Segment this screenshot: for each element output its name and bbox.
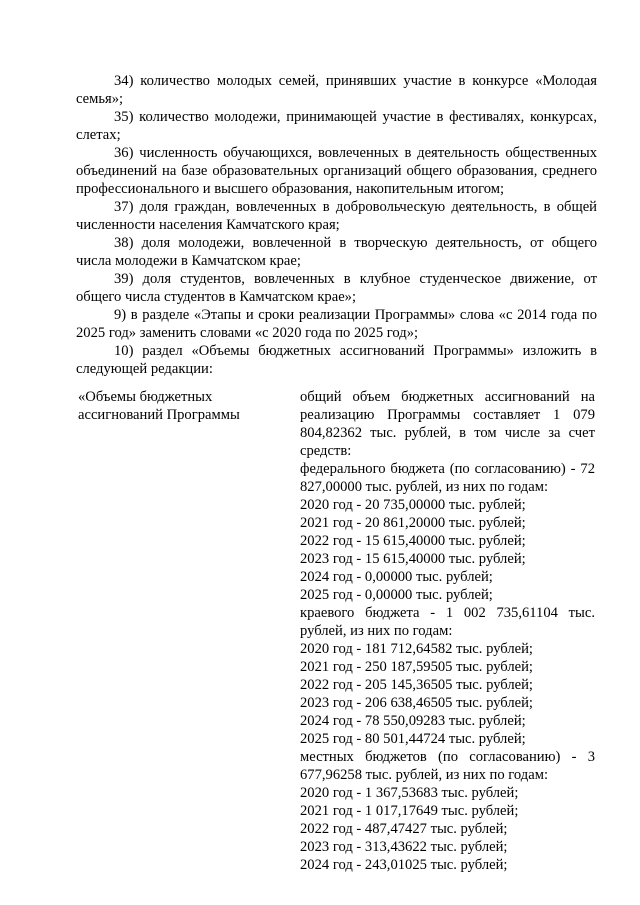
regional-budget-heading: краевого бюджета - 1 002 735,61104 тыс. рублей, из них по годам: <box>300 605 595 639</box>
local-year-line: 2020 год - 1 367,53683 тыс. рублей; <box>300 785 519 801</box>
local-year-line: 2023 год - 313,43622 тыс. рублей; <box>300 839 508 855</box>
table-value-cell <box>300 388 595 874</box>
regional-year-line: 2025 год - 80 501,44724 тыс. рублей; <box>300 731 526 747</box>
federal-year-line: 2025 год - 0,00000 тыс. рублей; <box>300 587 493 603</box>
table-label-cell: «Объемы бюджетных ассигнований Программы <box>78 389 240 423</box>
local-year-line: 2022 год - 487,47427 тыс. рублей; <box>300 821 508 837</box>
federal-year-line: 2020 год - 20 735,00000 тыс. рублей; <box>300 497 526 513</box>
regional-year-line: 2024 год - 78 550,09283 тыс. рублей; <box>300 713 526 729</box>
regional-year-line: 2021 год - 250 187,59505 тыс. рублей; <box>300 659 533 675</box>
federal-year-line: 2024 год - 0,00000 тыс. рублей; <box>300 569 493 585</box>
amendment-item-9: 9) в разделе «Этапы и сроки реализации Программы» слова «с 2014 года по 2025 год» заменить словами «с 2020 года по 2025 год»; <box>76 307 597 341</box>
local-year-line: 2024 год - 243,01025 тыс. рублей; <box>300 857 508 873</box>
regional-year-line: 2023 год - 206 638,46505 тыс. рублей; <box>300 695 533 711</box>
amendment-item-10: 10) раздел «Объемы бюджетных ассигнований Программы» изложить в следующей редакции: <box>76 343 597 377</box>
list-item-35: 35) количество молодежи, принимающей участие в фестивалях, конкурсах, слетах; <box>76 109 597 143</box>
document-page <box>76 72 597 873</box>
budget-intro: общий объем бюджетных ассигнований на реализацию Программы составляет 1 079 804,82362 тыс. рублей, в том числе за счет средств: <box>300 389 595 459</box>
regional-year-line: 2022 год - 205 145,36505 тыс. рублей; <box>300 677 533 693</box>
local-budget-heading: местных бюджетов (по согласованию) - 3 677,96258 тыс. рублей, из них по годам: <box>300 749 595 783</box>
regional-year-line: 2020 год - 181 712,64582 тыс. рублей; <box>300 641 533 657</box>
local-year-line: 2021 год - 1 017,17649 тыс. рублей; <box>300 803 519 819</box>
list-item-34: 34) количество молодых семей, принявших участие в конкурсе «Молодая семья»; <box>76 73 597 107</box>
federal-year-line: 2022 год - 15 615,40000 тыс. рублей; <box>300 533 526 549</box>
list-item-38: 38) доля молодежи, вовлеченной в творческую деятельность, от общего числа молодежи в Камчатском крае; <box>76 235 597 269</box>
list-item-37: 37) доля граждан, вовлеченных в добровольческую деятельность, в общей численности населения Камчатского края; <box>76 199 597 233</box>
list-item-39: 39) доля студентов, вовлеченных в клубное студенческое движение, от общего числа студентов в Камчатском крае»; <box>76 271 597 305</box>
budget-table <box>76 388 597 873</box>
federal-budget-heading: федерального бюджета (по согласованию) - 72 827,00000 тыс. рублей, из них по годам: <box>300 461 595 495</box>
list-item-36: 36) численность обучающихся, вовлеченных в деятельность общественных объединений на базе образовательных организаций общего образования, среднего профессионального и высшего образования, накопительным итогом; <box>76 145 597 197</box>
federal-year-line: 2021 год - 20 861,20000 тыс. рублей; <box>300 515 526 531</box>
federal-year-line: 2023 год - 15 615,40000 тыс. рублей; <box>300 551 526 567</box>
